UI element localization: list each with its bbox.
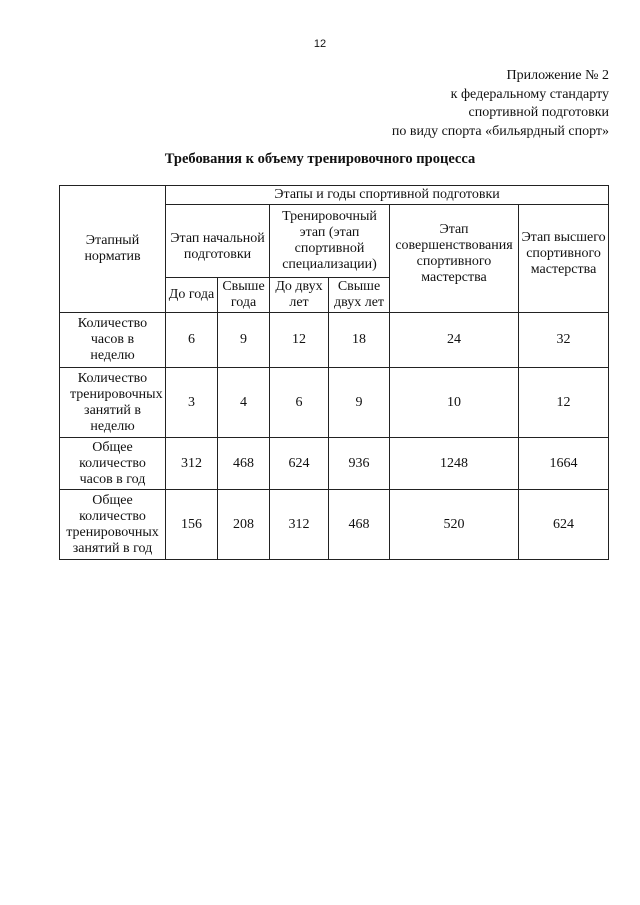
table-cell: 9: [218, 313, 270, 368]
subheader-over-year: Свыше года: [218, 278, 270, 313]
stage-improvement-cell: Этап совершенствования спортивного мастерства: [390, 205, 519, 313]
table-cell: 312: [166, 438, 218, 490]
table-cell: 9: [329, 368, 390, 438]
table-cell: 10: [390, 368, 519, 438]
table-row: [60, 313, 609, 368]
stages-header-cell: Этапы и годы спортивной подготовки: [166, 186, 609, 205]
table-cell: 12: [270, 313, 329, 368]
stage-training-cell: Тренировочный этап (этап спортивной специализации): [270, 205, 390, 278]
table-cell: 468: [329, 490, 390, 560]
document-title: Требования к объему тренировочного процесса: [164, 151, 476, 167]
table-cell: 12: [519, 368, 609, 438]
subheader-up-to-two-years: До двух лет: [270, 278, 329, 313]
row-label: Количество часов в неделю: [60, 313, 166, 368]
table-cell: 936: [329, 438, 390, 490]
table-row: [60, 368, 609, 438]
table-cell: 6: [166, 313, 218, 368]
appendix-line: к федеральному стандарту: [450, 86, 609, 102]
table-cell: 156: [166, 490, 218, 560]
row-label: Общее количество часов в год: [60, 438, 166, 490]
appendix-line: Приложение № 2: [506, 68, 609, 83]
table-cell: 468: [218, 438, 270, 490]
table-row: [60, 490, 609, 560]
table-cell: 1664: [519, 438, 609, 490]
stage-initial-cell: Этап начальной подготовки: [166, 205, 270, 278]
table-cell: 3: [166, 368, 218, 438]
norm-header-cell: Этапный норматив: [60, 186, 166, 313]
row-label: Общее количество тренировочных занятий в год: [60, 490, 166, 560]
table-cell: 520: [390, 490, 519, 560]
stage-highest-cell: Этап высшего спортивного мастерства: [519, 205, 609, 313]
page-number: 12: [313, 38, 327, 50]
table-cell: 624: [519, 490, 609, 560]
table-cell: 24: [390, 313, 519, 368]
appendix-note: [392, 67, 609, 141]
table-row: [60, 438, 609, 490]
table-cell: 312: [270, 490, 329, 560]
table-cell: 208: [218, 490, 270, 560]
subheader-over-two-years: Свыше двух лет: [329, 278, 390, 313]
table-cell: 6: [270, 368, 329, 438]
table-cell: 18: [329, 313, 390, 368]
requirements-table: [59, 185, 609, 560]
table-cell: 4: [218, 368, 270, 438]
table-cell: 32: [519, 313, 609, 368]
appendix-line: спортивной подготовки: [468, 105, 609, 120]
row-label: Количество тренировочных занятий в неделю: [60, 368, 166, 438]
subheader-up-to-year: До года: [166, 278, 218, 313]
table-cell: 1248: [390, 438, 519, 490]
table-cell: 624: [270, 438, 329, 490]
appendix-line: по виду спорта «бильярдный спорт»: [391, 123, 609, 139]
